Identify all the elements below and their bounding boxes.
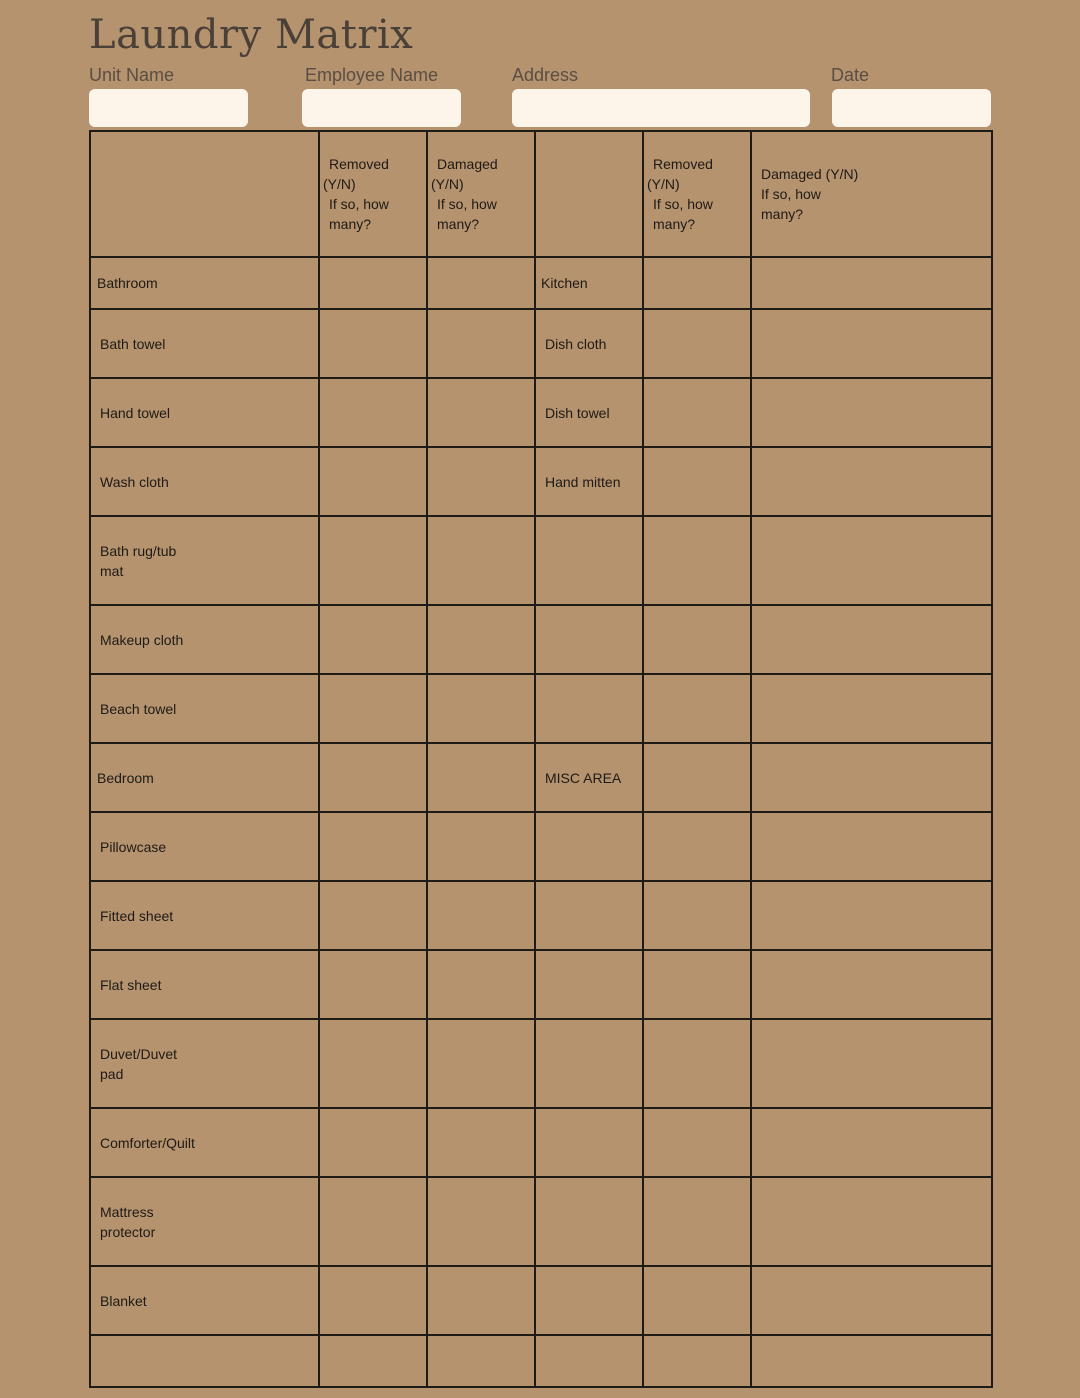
header-removed-line-2: (Y/N) xyxy=(323,176,356,192)
item-label-left: Mattress protector xyxy=(90,1177,319,1266)
entry-cell[interactable] xyxy=(643,950,751,1019)
item-label-right xyxy=(535,1335,643,1387)
entry-cell[interactable] xyxy=(751,674,992,743)
entry-cell[interactable] xyxy=(427,743,535,812)
entry-cell[interactable] xyxy=(319,1019,427,1108)
table-row xyxy=(90,950,992,1019)
header-damaged-line-4: many? xyxy=(437,216,480,232)
item-label-left: Pillowcase xyxy=(90,812,319,881)
table-row xyxy=(90,447,992,516)
entry-cell[interactable] xyxy=(751,257,992,309)
item-label-left: Flat sheet xyxy=(90,950,319,1019)
entry-cell[interactable] xyxy=(643,516,751,605)
item-label-right xyxy=(535,1266,643,1335)
table-row xyxy=(90,257,992,309)
entry-cell[interactable] xyxy=(427,1266,535,1335)
header-removed-line-1: Removed xyxy=(329,156,389,172)
entry-cell[interactable] xyxy=(319,605,427,674)
table-row xyxy=(90,1019,992,1108)
entry-cell[interactable] xyxy=(319,1108,427,1177)
item-label-right xyxy=(535,674,643,743)
entry-cell[interactable] xyxy=(643,1266,751,1335)
entry-cell[interactable] xyxy=(643,378,751,447)
entry-cell[interactable] xyxy=(751,516,992,605)
entry-cell[interactable] xyxy=(427,257,535,309)
unit-name-input[interactable] xyxy=(89,89,248,127)
table-row xyxy=(90,1177,992,1266)
entry-cell[interactable] xyxy=(643,1335,751,1387)
header-damaged-line-3: If so, how xyxy=(437,196,497,212)
address-input[interactable] xyxy=(512,89,810,127)
item-label-left: Bath rug/tub mat xyxy=(90,516,319,605)
header-removed-line-3: If so, how xyxy=(329,196,389,212)
entry-cell[interactable] xyxy=(751,1019,992,1108)
entry-cell[interactable] xyxy=(427,378,535,447)
entry-cell[interactable] xyxy=(751,743,992,812)
item-label-right: Hand mitten xyxy=(535,447,643,516)
table-row xyxy=(90,674,992,743)
entry-cell[interactable] xyxy=(751,378,992,447)
entry-cell[interactable] xyxy=(643,309,751,378)
entry-cell[interactable] xyxy=(319,950,427,1019)
section-label-right: MISC AREA xyxy=(535,743,643,812)
header-removed2-line-1: Removed xyxy=(653,156,713,172)
entry-cell[interactable] xyxy=(643,1019,751,1108)
item-label-right xyxy=(535,881,643,950)
entry-cell[interactable] xyxy=(751,1108,992,1177)
entry-cell[interactable] xyxy=(643,1108,751,1177)
header-removed2-line-3: If so, how xyxy=(653,196,713,212)
entry-cell[interactable] xyxy=(319,378,427,447)
entry-cell[interactable] xyxy=(751,605,992,674)
table-row xyxy=(90,1108,992,1177)
entry-cell[interactable] xyxy=(751,309,992,378)
entry-cell[interactable] xyxy=(643,257,751,309)
item-label-right xyxy=(535,605,643,674)
entry-cell[interactable] xyxy=(643,1177,751,1266)
unit-name-label: Unit Name xyxy=(89,65,175,85)
item-label-right xyxy=(535,516,643,605)
entry-cell[interactable] xyxy=(319,881,427,950)
item-label-left xyxy=(90,1335,319,1387)
header-removed2-line-2: (Y/N) xyxy=(647,176,680,192)
entry-cell[interactable] xyxy=(751,881,992,950)
item-label-left: Beach towel xyxy=(90,674,319,743)
entry-cell[interactable] xyxy=(319,1335,427,1387)
entry-cell[interactable] xyxy=(427,516,535,605)
header-removed2-line-4: many? xyxy=(653,216,696,232)
entry-cell[interactable] xyxy=(751,1177,992,1266)
page-title: Laundry Matrix xyxy=(89,12,414,58)
entry-cell[interactable] xyxy=(319,447,427,516)
item-label-right xyxy=(535,1108,643,1177)
table-row xyxy=(90,516,992,605)
employee-name-input[interactable] xyxy=(302,89,461,127)
item-label-right: Dish towel xyxy=(535,378,643,447)
header-damaged xyxy=(427,131,535,257)
item-label-left: Hand towel xyxy=(90,378,319,447)
header-damaged-2 xyxy=(751,131,992,257)
entry-cell[interactable] xyxy=(427,812,535,881)
entry-cell[interactable] xyxy=(427,1108,535,1177)
entry-cell[interactable] xyxy=(643,743,751,812)
header-damaged-line-2: (Y/N) xyxy=(431,176,464,192)
date-input[interactable] xyxy=(832,89,991,127)
address-label: Address xyxy=(512,65,579,85)
employee-name-label: Employee Name xyxy=(305,65,439,85)
entry-cell[interactable] xyxy=(751,812,992,881)
item-label-left: Bath towel xyxy=(90,309,319,378)
entry-cell[interactable] xyxy=(427,950,535,1019)
header-damaged2-line-1: Damaged (Y/N) xyxy=(761,166,859,182)
item-label-right: Dish cloth xyxy=(535,309,643,378)
item-label-right xyxy=(535,1019,643,1108)
table-row xyxy=(90,1335,992,1387)
entry-cell[interactable] xyxy=(319,1177,427,1266)
entry-cell[interactable] xyxy=(319,309,427,378)
item-label-left: Blanket xyxy=(90,1266,319,1335)
header-removed-line-4: many? xyxy=(329,216,372,232)
entry-cell[interactable] xyxy=(427,309,535,378)
entry-cell[interactable] xyxy=(751,950,992,1019)
entry-cell[interactable] xyxy=(427,881,535,950)
laundry-matrix-table xyxy=(89,130,993,1388)
entry-cell[interactable] xyxy=(319,516,427,605)
item-label-right xyxy=(535,1177,643,1266)
header-removed xyxy=(319,131,427,257)
section-label-right: Kitchen xyxy=(535,257,643,309)
entry-cell[interactable] xyxy=(643,812,751,881)
date-label: Date xyxy=(831,65,870,85)
item-label-left: Makeup cloth xyxy=(90,605,319,674)
table-row xyxy=(90,378,992,447)
table-header-row xyxy=(90,131,992,257)
item-label-left: Wash cloth xyxy=(90,447,319,516)
item-label-right xyxy=(535,950,643,1019)
entry-cell[interactable] xyxy=(751,447,992,516)
header-removed-2 xyxy=(643,131,751,257)
entry-cell[interactable] xyxy=(643,447,751,516)
entry-cell[interactable] xyxy=(319,812,427,881)
entry-cell[interactable] xyxy=(751,1335,992,1387)
entry-cell[interactable] xyxy=(427,1335,535,1387)
section-label-left: Bedroom xyxy=(90,743,319,812)
section-label-left: Bathroom xyxy=(90,257,319,309)
item-label-left: Duvet/Duvet pad xyxy=(90,1019,319,1108)
entry-cell[interactable] xyxy=(643,881,751,950)
entry-cell[interactable] xyxy=(427,605,535,674)
entry-cell[interactable] xyxy=(643,674,751,743)
table-row xyxy=(90,1266,992,1335)
entry-cell[interactable] xyxy=(643,605,751,674)
entry-cell[interactable] xyxy=(319,743,427,812)
table-row xyxy=(90,743,992,812)
entry-cell[interactable] xyxy=(427,1019,535,1108)
header-blank-cell-2 xyxy=(535,131,643,257)
item-label-left: Fitted sheet xyxy=(90,881,319,950)
entry-cell[interactable] xyxy=(427,1177,535,1266)
header-damaged2-line-3: many? xyxy=(761,206,804,222)
header-blank-cell xyxy=(90,131,319,257)
item-label-left: Comforter/Quilt xyxy=(90,1108,319,1177)
table-row xyxy=(90,812,992,881)
entry-cell[interactable] xyxy=(427,674,535,743)
table-row xyxy=(90,309,992,378)
entry-cell[interactable] xyxy=(319,257,427,309)
item-label-right xyxy=(535,812,643,881)
table-row xyxy=(90,605,992,674)
entry-cell[interactable] xyxy=(319,1266,427,1335)
entry-cell[interactable] xyxy=(319,674,427,743)
header-damaged-line-1: Damaged xyxy=(437,156,498,172)
table-row xyxy=(90,881,992,950)
header-damaged2-line-2: If so, how xyxy=(761,186,821,202)
entry-cell[interactable] xyxy=(427,447,535,516)
entry-cell[interactable] xyxy=(751,1266,992,1335)
